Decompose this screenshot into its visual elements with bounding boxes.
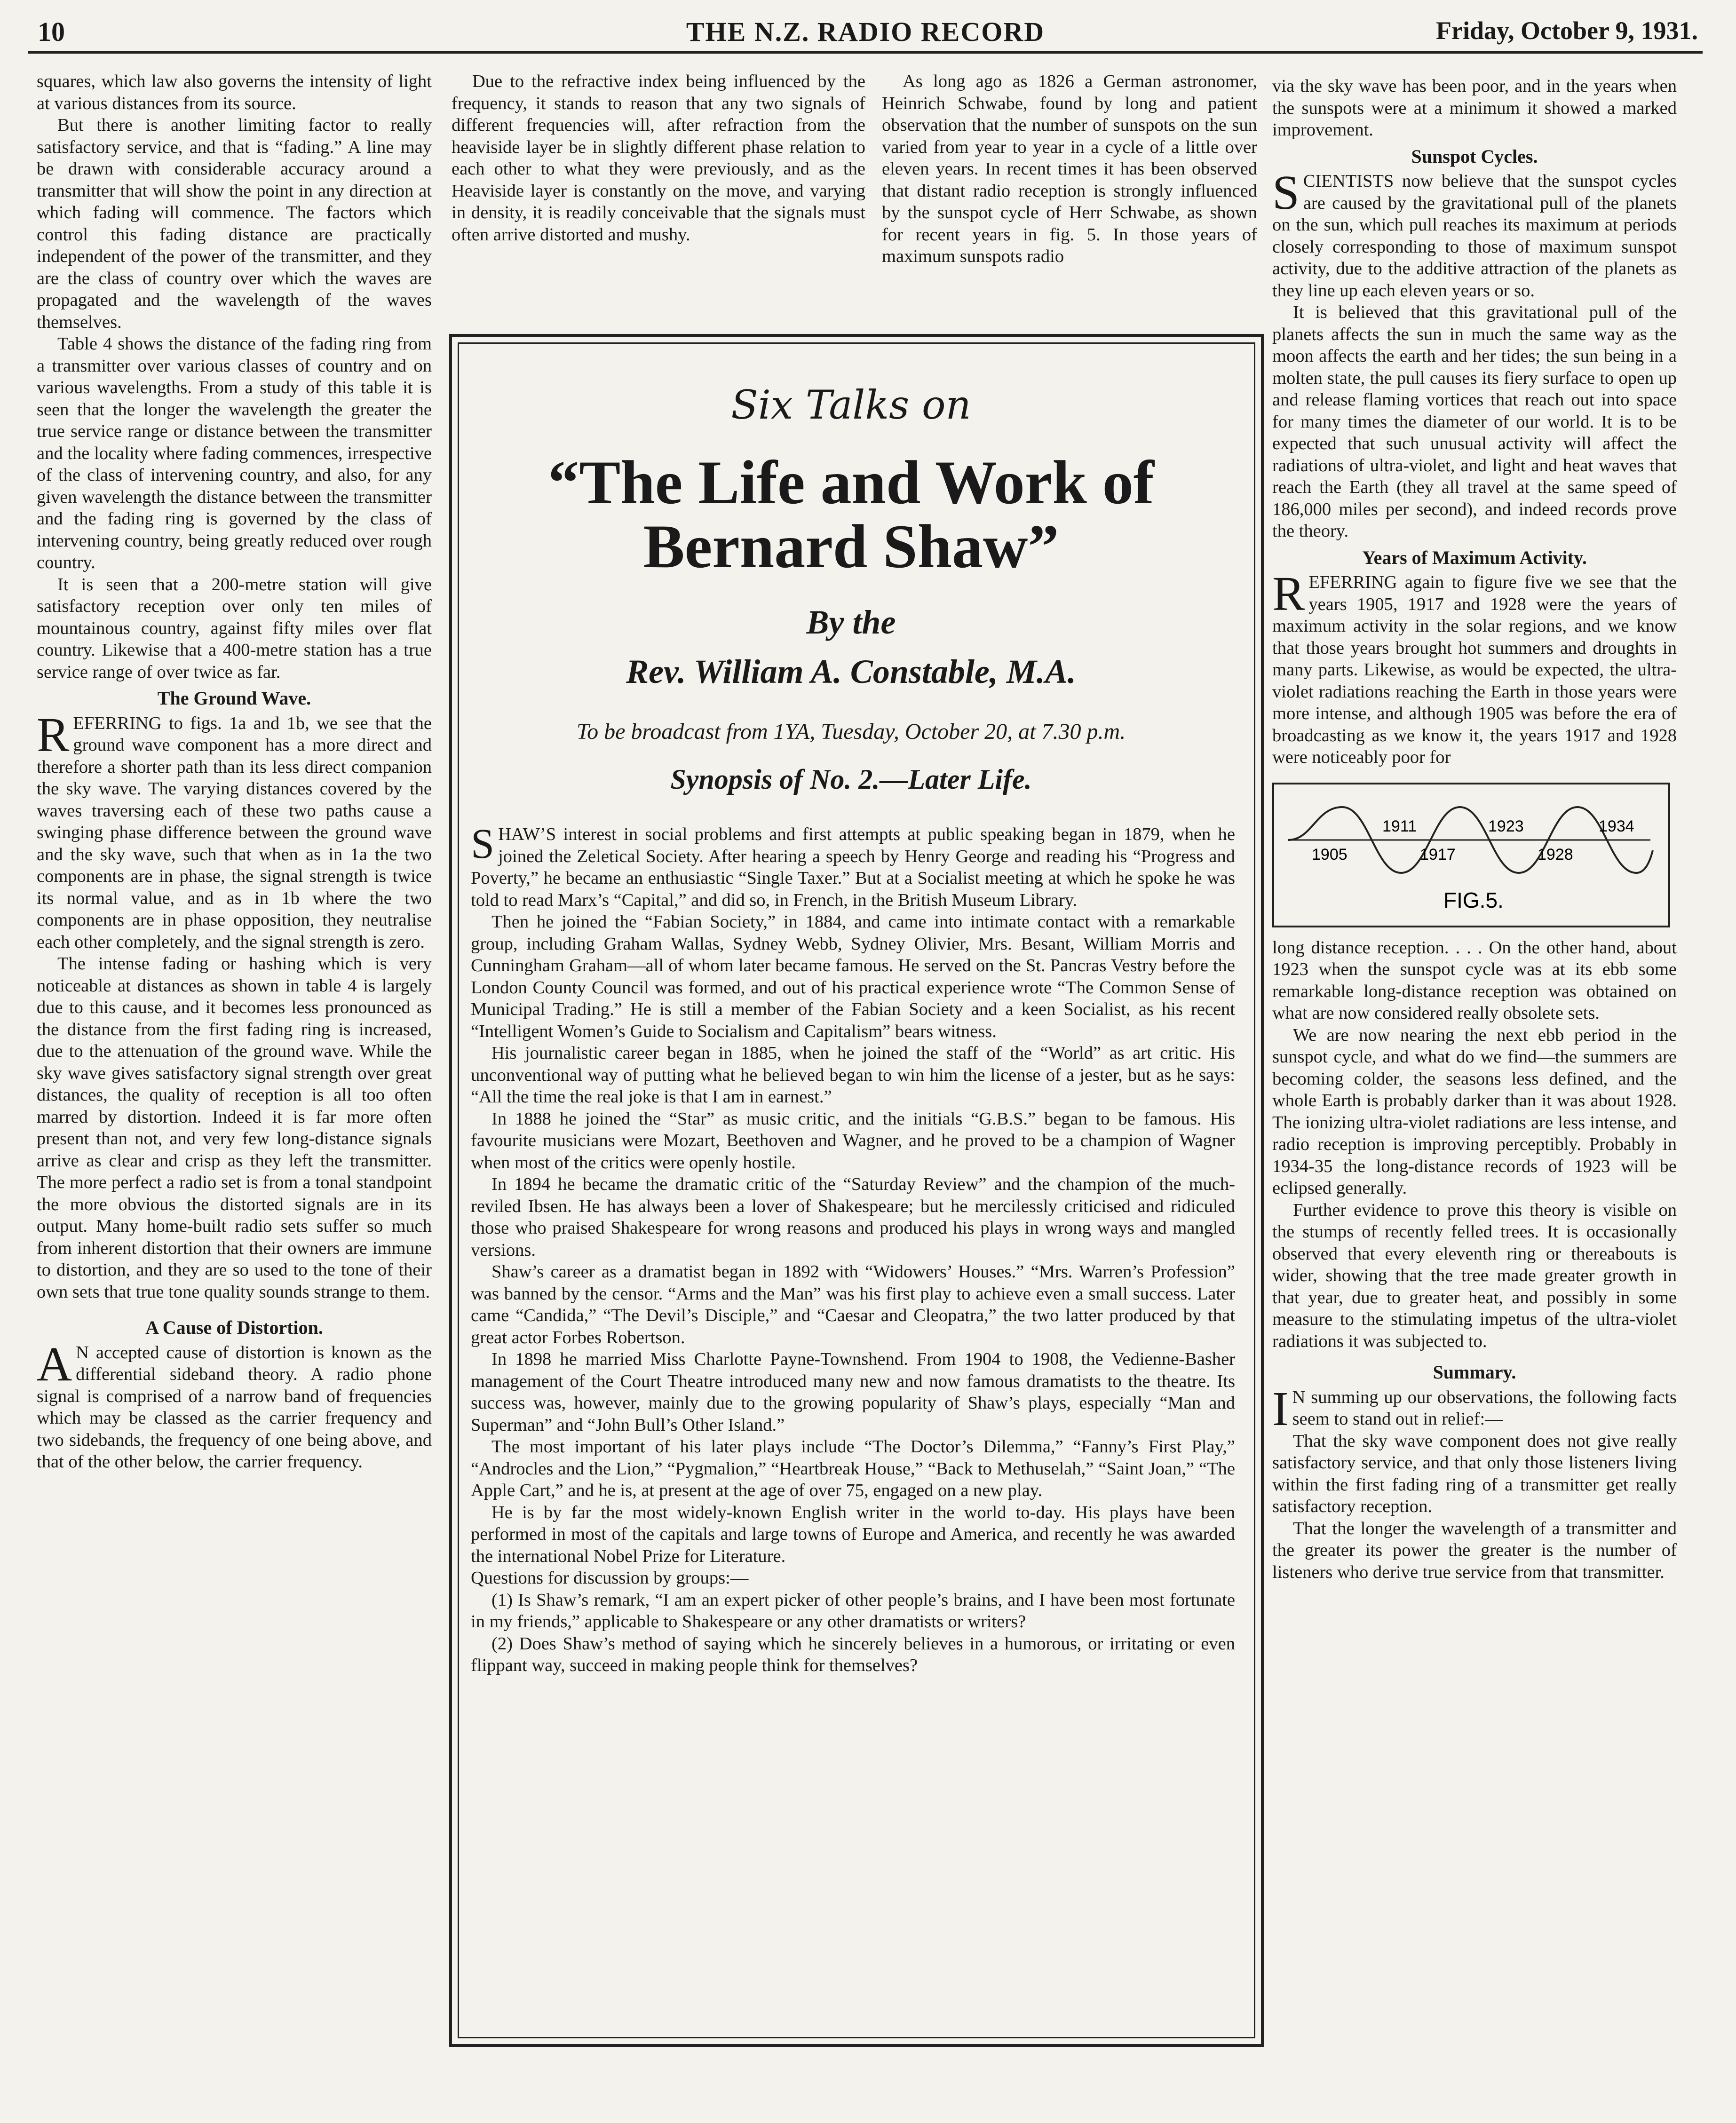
fig-label-1917: 1917: [1420, 845, 1456, 863]
paragraph: Table 4 shows the distance of the fading ring from a transmitter over various classes of country and on various wavelengths. From a study of this table it is seen that the longer the wavelength the greater the true service range or distance between the transmitter and the locality where fading commences, irrespective of the class of intervening country, and also, for any given wavelength the distance between the transmitter and the fading ring is governed by the class of intervening country, being greatly reduced over rough country.: [37, 334, 432, 572]
paper-title: THE N.Z. RADIO RECORD: [686, 16, 1045, 47]
paragraph: A N accepted cause of distortion is known as the differential sideband theory. A radio phone signal is comprised of a narrow band of frequencies which may be classed as the carrier frequency and two sidebands, the frequency of one being above, and that of the other below, the carrier frequency.: [37, 1337, 432, 1472]
box-heading: [485, 382, 1217, 796]
subheading-cause-of-distortion: A Cause of Distortion.: [145, 1317, 323, 1338]
page-number: 10: [38, 16, 65, 47]
paragraph: That the longer the wavelength of a transmitter and the greater its power the greater is the number of listeners who derive true service from that transmitter.: [1272, 1518, 1677, 1582]
paragraph: squares, which law also governs the intensity of light at various distances from its source.: [37, 71, 432, 113]
byline-intro: By the: [806, 603, 896, 641]
paragraph: via the sky wave has been poor, and in the years when the sunspots were at a minimum it showed a marked improvement.: [1272, 76, 1677, 140]
fig-label-1928: 1928: [1538, 845, 1573, 863]
paragraph: We are now nearing the next ebb period in the sunspot cycle, and what do we find—the summers are becoming colder, the seasons less defined, and the whole Earth is probably darker than it was about 1928. The ionizing ultra-violet radiations are less intense, and radio reception is improving perceptibly. Probably in 1934-35 the long-distance records of 1923 will be eclipsed generally.: [1272, 1025, 1677, 1198]
figure-caption: FIG.5.: [1443, 887, 1504, 912]
paragraph: SCIENTISTS now believe that the sunspot cycles are caused by the gravitational pull of the planets on the sun, which pull reaches its maximum at periods closely corresponding to those of maximum sunspot activity, due to the additive attraction of the planets as they line up each eleven years or so.: [1272, 166, 1677, 301]
paragraph: As long ago as 1826 a German astronomer, Heinrich Schwabe, found by long and patient observation that the number of sunspots on the sun varied from year to year in a cycle of a little over eleven years. In recent times it has been observed that distant radio reception is strongly influenced by the sunspot cycle of Herr Schwabe, as shown for recent years in fig. 5. In those years of maximum sunspots radio: [882, 71, 1257, 266]
subheading-sunspot-cycles: Sunspot Cycles.: [1411, 145, 1538, 167]
drop-cap: S: [471, 821, 495, 867]
paragraph: It is seen that a 200-metre station will give satisfactory reception over only ten miles of mountainous country, against fifty miles over flat country. Likewise that a 400-metre station has a true service range of over twice as far.: [37, 574, 432, 682]
fig-label-1911: 1911: [1382, 817, 1417, 835]
subheading-years-of-maximum-activity: Years of Maximum Activity.: [1362, 547, 1587, 568]
series-title: Six Talks on: [731, 382, 971, 428]
paragraph: His journalistic career began in 1885, when he joined the staff of the “World” as art critic. His unconventional way of putting what he believed began to win him the license of a jester, but as he says: “All the time the real joke is that I am in earnest.”: [471, 1043, 1235, 1107]
drop-cap: A: [37, 1337, 72, 1391]
paragraph: I N summing up our observations, the following facts seem to stand out in relief:—: [1272, 1381, 1677, 1436]
paragraph: The intense fading or hashing which is very noticeable at distances as shown in table 4 is largely due to this cause, and it becomes less pronounced as the distance from the first fading ring is increased, due to the attenuation of the ground wave. While the sky wave gives satisfactory signal strength over great distances, the quality of reception is all too often marred by distortion. Indeed it is far more often present than not, and very few long-distance signals arrive as clear and crisp as they left the transmitter. The more perfect a radio set is from a tonal standpoint the more obvious the distorted signals are in its output. Many home-built radio sets suffer so much from inherent distortion that their owners are immune to distortion, and they are so used to the tone of their own sets that true tone quality sounds strange to them.: [37, 954, 432, 1302]
paragraph: REFERRING to figs. 1a and 1b, we see that the ground wave component has a more direct and therefore a shorter path than its less direct companion the sky wave. The varying distances covered by the waves traversing each of these two paths cause a swinging phase difference between the ground wave and the sky wave, such that when as in 1a the two components are in phase, the signal strength is twice its normal value, and as in 1b where the two components are in phase opposition, they neutralise each other completely, and the signal strength is zero.: [37, 707, 432, 952]
paragraph: Due to the refractive index being influenced by the frequency, it stands to reason that any two signals of different frequencies will, after refraction from the heaviside layer be in slightly different phase relation to each other to what they were previously, and as the Heaviside layer is constantly on the move, and varying in density, it is readily conceivable that the signals must often arrive distorted and mushy.: [452, 71, 865, 245]
column-4: [1272, 75, 1677, 1583]
issue-date: Friday, October 9, 1931.: [1436, 16, 1698, 45]
subheading-summary: Summary.: [1433, 1362, 1516, 1383]
fig-label-1905: 1905: [1312, 845, 1348, 863]
sunspot-cycle-diagram: [1274, 784, 1665, 922]
paragraph: But there is another limiting factor to really satisfactory service, and that is “fading.” A line may be drawn with considerable accuracy around a transmitter that will show the point in any direction at which fading will commence. The factors which control this fading distance are practically independent of the power of the transmitter, and they are the class of country over which the waves are propagated and the wavelength of the waves themselves.: [37, 115, 432, 332]
paragraph: In 1894 he became the dramatic critic of the “Saturday Review” and the champion of the much-reviled Ibsen. He has always been a lover of Shakespeare; but he mercilessly criticised and ridiculed those who praised Shakespeare for wrong reasons and produced his plays in wrong ways and mangled versions.: [471, 1174, 1235, 1260]
paragraph: The most important of his later plays include “The Doctor’s Dilemma,” “Fanny’s First Play,” “Androcles and the Lion,” “Pygmalion,” “Heartbreak House,” “Back to Methuselah,” “Saint Joan,” “The Apple Cart,” and he is, at present at the age of over 75, engaged on a new play.: [471, 1437, 1235, 1500]
paragraph: That the sky wave component does not give really satisfactory service, and that only those listeners living within the first fading ring of a transmitter get really satisfactory reception.: [1272, 1431, 1677, 1516]
figure-5: [1272, 783, 1670, 927]
drop-cap: R: [37, 707, 70, 762]
paragraph: It is believed that this gravitational pull of the planets affects the sun in much the same way as the moon affects the earth and her tides; the sun being in a molten state, the pull causes its fiery surface to open up and release flaming vortices that reach out into space for many times the diameter of our world. It is to be expected that such unusual activity will affect the radiations of ultra-violet, and light and heat waves that reach the Earth (they all travel at the same speed of 186,000 miles per second), and indeed records prove the theory.: [1272, 302, 1677, 541]
paragraph: Then he joined the “Fabian Society,” in 1884, and came into intimate contact with a remarkable group, including Graham Wallas, Sydney Webb, Sydney Olivier, Mrs. Besant, William Morris and Cunningham Graham—all of whom later became famous. He served on the St. Pancras Vestry before the London County Council was formed, and out of his practical experience wrote “The Common Sense of Municipal Trading.” He is still a member of the Fabian Society and a keen Socialist, as his recent “Intelligent Women’s Guide to Socialism and Capitalism” bears witness.: [471, 912, 1235, 1041]
column-3: [882, 71, 1257, 268]
header-rule: [28, 51, 1703, 54]
column-1: [37, 71, 432, 1473]
drop-cap: R: [1272, 567, 1305, 621]
fig-label-1934: 1934: [1599, 817, 1634, 835]
paragraph: (1) Is Shaw’s remark, “I am an expert picker of other people’s brains, and I have been most fortunate in my friends,” applicable to Shakespeare or any other dramatists or writers?: [471, 1590, 1235, 1632]
paragraph: long distance reception. . . . On the other hand, about 1923 when the sunspot cycle was at its ebb some remarkable long-distance reception was obtained on what are now considered really obsolete sets.: [1272, 937, 1677, 1023]
synopsis-heading: Synopsis of No. 2.—Later Life.: [670, 764, 1032, 795]
drop-cap: S: [1272, 166, 1300, 220]
drop-cap: I: [1272, 1381, 1289, 1436]
paragraph: In 1898 he married Miss Charlotte Payne-Townshend. From 1904 to 1908, the Vedienne-Basher management of the Court Theatre introduced many new and now famous dramatists to the theatre. Its success was, however, mainly due to the growing popularity of Shaw’s plays, especially “Man and Superman” and “John Bull’s Other Island.”: [471, 1349, 1235, 1435]
paragraph: Shaw’s career as a dramatist began in 1892 with “Widowers’ Houses.” “Mrs. Warren’s Profession” was banned by the censor. “Arms and the Man” was his first play to achieve even a small success. Later came “Candida,” “The Devil’s Disciple,” and “Caesar and Cleopatra,” the two latter produced by that great actor Forbes Robertson.: [471, 1262, 1235, 1347]
box-body: [471, 821, 1235, 1677]
speaker-name: Rev. William A. Constable, M.A.: [626, 653, 1076, 690]
subheading-ground-wave: The Ground Wave.: [157, 688, 311, 709]
paragraph: In 1888 he joined the “Star” as music critic, and the initials “G.B.S.” began to be famous. His favourite musicians were Mozart, Beethoven and Wagner, and he proved to be a champion of Wagner when most of the critics were openly hostile.: [471, 1109, 1235, 1172]
talk-title-line-1: “The Life and Work of: [548, 448, 1154, 517]
paragraph: Further evidence to prove this theory is visible on the stumps of recently felled trees. It is occasionally observed that every eleventh ring or thereabouts is wider, showing that the tree made greater growth in that year, due to greater heat, and possibly in some measure to the stimulating impetus of the ultra-violet radiations it was subjected to.: [1272, 1200, 1677, 1351]
shaw-talks-box: [449, 334, 1264, 2047]
talk-title-line-2: Bernard Shaw”: [643, 512, 1059, 581]
paragraph: (2) Does Shaw’s method of saying which he sincerely believes in a humorous, or irritating or even flippant way, succeed in making people think for themselves?: [471, 1633, 1235, 1675]
column-2: [452, 71, 865, 246]
paragraph: REFERRING again to figure five we see that the years 1905, 1917 and 1928 were the years of maximum activity in the solar regions, and we know that those years brought hot summers and droughts in many parts. Likewise, as would be expected, the ultra-violet radiations reaching the Earth in those years were more intense, and although 1905 was before the era of broadcasting as we know it, the years 1917 and 1928 were noticeably poor for: [1272, 567, 1677, 767]
broadcast-note: To be broadcast from 1YA, Tuesday, October 20, at 7.30 p.m.: [576, 719, 1126, 744]
paragraph: Questions for discussion by groups:—: [471, 1568, 749, 1588]
paragraph: He is by far the most widely-known English writer in the world to-day. His plays have been performed in most of the capitals and large towns of Europe and America, and recently he was awarded the international Nobel Prize for Literature.: [471, 1502, 1235, 1566]
paragraph: SHAW’S interest in social problems and first attempts at public speaking began in 1879, when he joined the Zeletical Society. After hearing a speech by Henry George and reading his “Progress and Poverty,” he became an enthusiastic “Single Taxer.” But at a Socialist meeting at which he spoke he was told to read Marx’s “Capital,” and did so, in French, in the British Museum Library.: [471, 821, 1235, 910]
masthead: [28, 13, 1703, 51]
fig-label-1923: 1923: [1488, 817, 1524, 835]
talk-title: [485, 448, 1217, 581]
